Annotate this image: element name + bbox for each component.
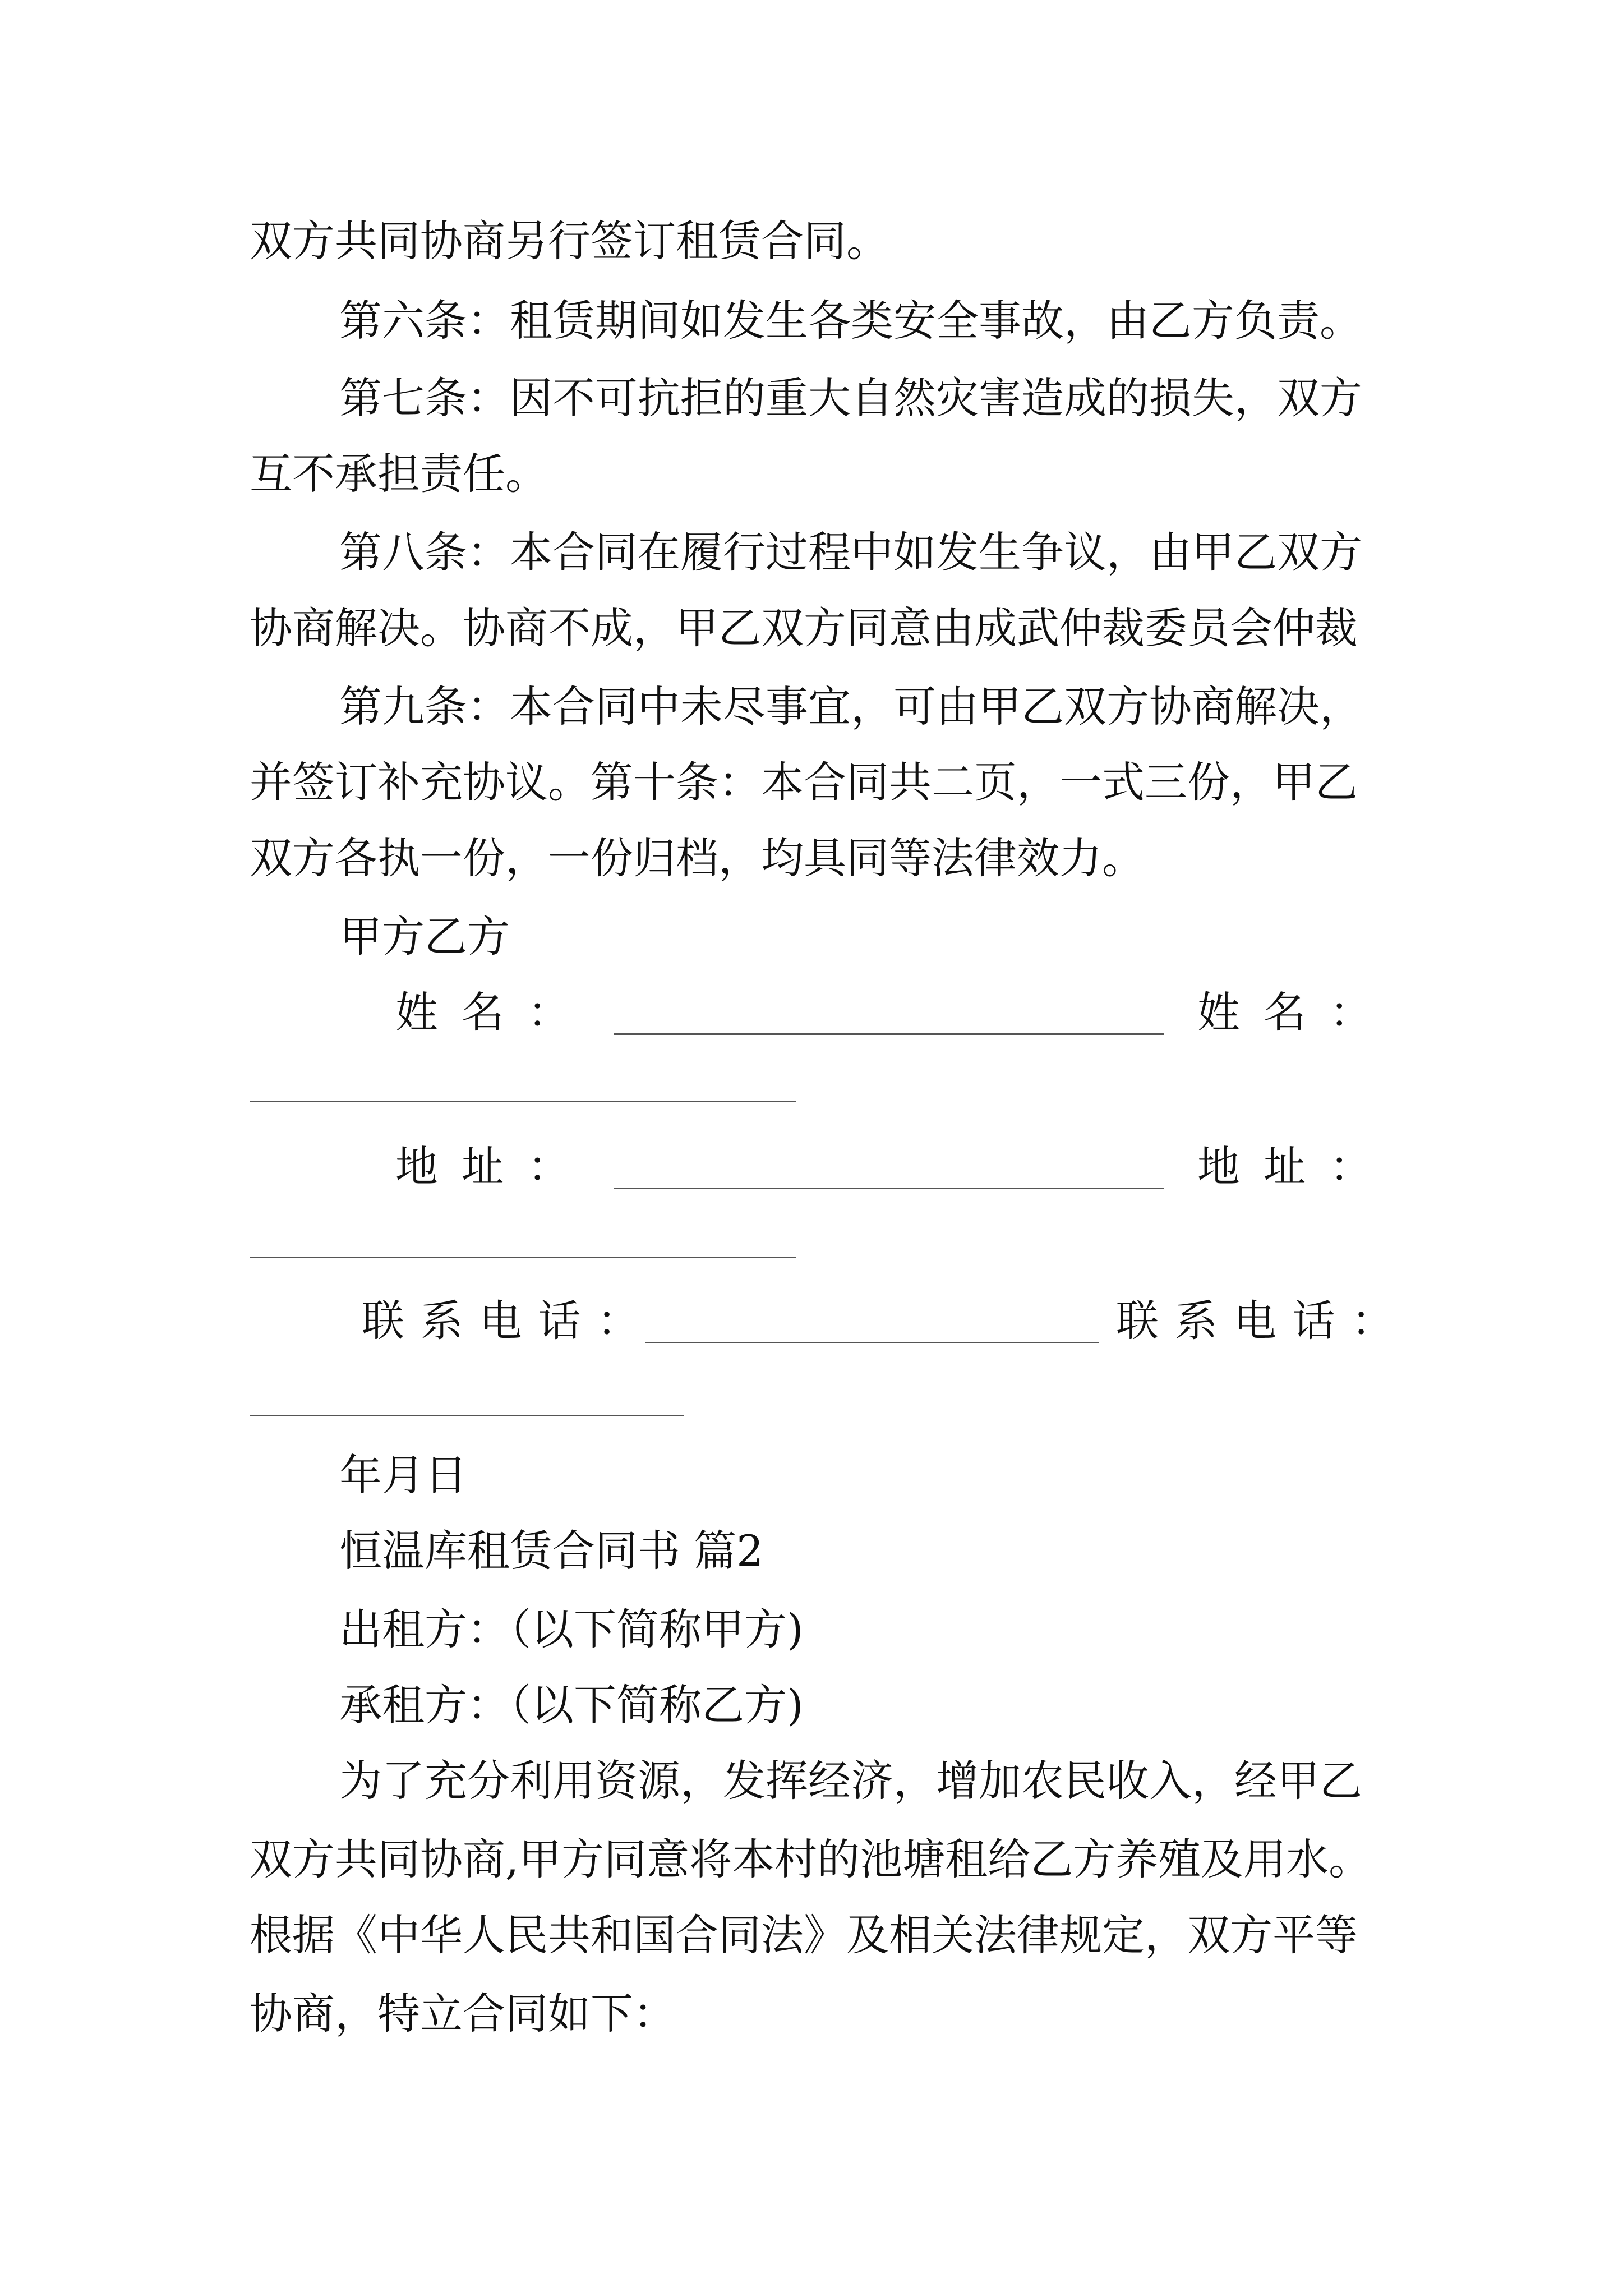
party-b-phone-label: 联系电话： xyxy=(1116,1296,1410,1346)
article-8-line-1: 第八条：本合同在履行过程中如发生争议，由甲乙双方 xyxy=(339,527,1362,577)
party-b-phone-blank xyxy=(250,1415,684,1416)
lessor-line: 出租方：（以下简称甲方) xyxy=(339,1604,804,1654)
section-2-title: 恒温库租赁合同书 篇2 xyxy=(339,1526,764,1576)
article-9-line-2: 并签订补充协议。第十条：本合同共二页，一式三份，甲乙 xyxy=(250,757,1358,807)
intro-line-1: 为了充分利用资源，发挥经济，增加农民收入，经甲乙 xyxy=(339,1756,1362,1806)
party-a-phone-label: 联系电话： xyxy=(362,1296,656,1346)
party-b-name-blank xyxy=(250,1101,796,1102)
article-8-line-2: 协商解决。协商不成，甲乙双方同意由成武仲裁委员会仲裁 xyxy=(250,603,1358,653)
article-7-line-1: 第七条：因不可抗拒的重大自然灾害造成的损失，双方 xyxy=(339,373,1362,423)
lessee-line: 承租方：（以下简称乙方) xyxy=(339,1680,804,1730)
paragraph-continuation: 双方共同协商另行签订租赁合同。 xyxy=(250,216,889,266)
intro-line-2: 双方共同协商,甲方同意将本村的池塘租给乙方养殖及用水。 xyxy=(250,1834,1372,1884)
party-a-name-blank xyxy=(614,1033,1164,1035)
intro-line-4: 协商，特立合同如下： xyxy=(250,1989,676,2039)
article-9-line-1: 第九条：本合同中未尽事宜，可由甲乙双方协商解决， xyxy=(339,682,1362,731)
party-b-address-label: 地址： xyxy=(1197,1142,1396,1191)
party-a-name-label: 姓名： xyxy=(395,987,594,1037)
intro-line-3: 根据《中华人民共和国合同法》及相关法律规定，双方平等 xyxy=(250,1910,1358,1960)
signature-date: 年月日 xyxy=(339,1450,467,1500)
party-a-address-label: 地址： xyxy=(395,1142,594,1191)
party-b-address-blank xyxy=(250,1257,796,1258)
party-b-name-label: 姓名： xyxy=(1197,987,1396,1037)
party-a-address-blank xyxy=(614,1188,1164,1189)
signature-parties: 甲方乙方 xyxy=(339,912,510,961)
article-9-line-3: 双方各执一份，一份归档，均具同等法律效力。 xyxy=(250,833,1145,883)
article-6: 第六条：租赁期间如发生各类安全事故，由乙方负责。 xyxy=(339,296,1362,346)
party-a-phone-blank xyxy=(645,1342,1099,1343)
article-7-line-2: 互不承担责任。 xyxy=(250,449,548,499)
